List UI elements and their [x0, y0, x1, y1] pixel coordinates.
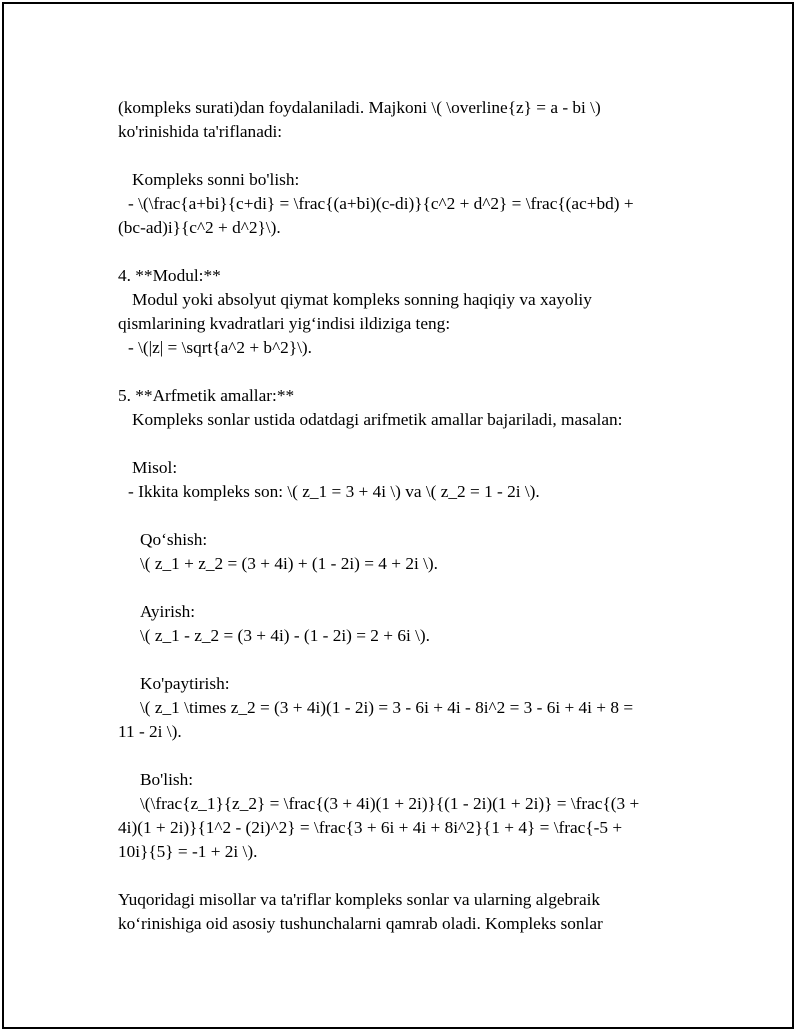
- formula-line: 4i)(1 + 2i)}{1^2 - (2i)^2} = \frac{3 + 6i + 4i + 8i^2}{1 + 4} = \frac{-5 +: [118, 818, 623, 837]
- formula-line: - \(|z| = \sqrt{a^2 + b^2}\).: [128, 338, 312, 357]
- formula-line: \(\frac{z_1}{z_2} = \frac{(3 + 4i)(1 + 2i)}{(1 - 2i)(1 + 2i)} = \frac{(3 +: [140, 794, 640, 813]
- section-heading: Kompleks sonni bo'lish:: [132, 170, 300, 189]
- text-line: ko‘rinishiga oid asosiy tushunchalarni qamrab oladi. Kompleks sonlar: [118, 914, 603, 933]
- document-body: [118, 96, 678, 936]
- text-line: Yuqoridagi misollar va ta'riflar kompleks sonlar va ularning algebraik: [118, 890, 601, 909]
- blank-line: [118, 144, 678, 168]
- formula-line: - Ikkita kompleks son: \( z_1 = 3 + 4i \) va \( z_2 = 1 - 2i \).: [128, 482, 540, 501]
- blank-line: [118, 240, 678, 264]
- operation-heading: Qo‘shish:: [140, 530, 208, 549]
- operation-heading: Bo'lish:: [140, 770, 194, 789]
- operation-heading: Ko'paytirish:: [140, 674, 230, 693]
- text-line: (kompleks surati)dan foydalaniladi. Majkoni \( \overline{z} = a - bi \): [118, 98, 601, 117]
- formula-line: 10i}{5} = -1 + 2i \).: [118, 842, 258, 861]
- text-line: ko'rinishida ta'riflanadi:: [118, 122, 283, 141]
- text-line: qismlarining kvadratlari yig‘indisi ildiziga teng:: [118, 314, 451, 333]
- example-heading: Misol:: [132, 458, 178, 477]
- text-line: Kompleks sonlar ustida odatdagi arifmetik amallar bajariladi, masalan:: [132, 410, 623, 429]
- formula-line: 11 - 2i \).: [118, 722, 182, 741]
- blank-line: [118, 576, 678, 600]
- blank-line: [118, 648, 678, 672]
- formula-line: \( z_1 \times z_2 = (3 + 4i)(1 - 2i) = 3 - 6i + 4i - 8i^2 = 3 - 6i + 4i + 8 =: [140, 698, 634, 717]
- blank-line: [118, 864, 678, 888]
- formula-line: (bc-ad)i}{c^2 + d^2}\).: [118, 218, 281, 237]
- formula-line: - \(\frac{a+bi}{c+di} = \frac{(a+bi)(c-di)}{c^2 + d^2} = \frac{(ac+bd) +: [128, 194, 634, 213]
- section-heading: 4. **Modul:**: [118, 266, 221, 285]
- section-heading: 5. **Arfmetik amallar:**: [118, 386, 295, 405]
- formula-line: \( z_1 - z_2 = (3 + 4i) - (1 - 2i) = 2 + 6i \).: [140, 626, 430, 645]
- text-line: Modul yoki absolyut qiymat kompleks sonning haqiqiy va xayoliy: [132, 290, 592, 309]
- blank-line: [118, 504, 678, 528]
- formula-line: \( z_1 + z_2 = (3 + 4i) + (1 - 2i) = 4 + 2i \).: [140, 554, 438, 573]
- operation-heading: Ayirish:: [140, 602, 196, 621]
- blank-line: [118, 360, 678, 384]
- blank-line: [118, 432, 678, 456]
- blank-line: [118, 744, 678, 768]
